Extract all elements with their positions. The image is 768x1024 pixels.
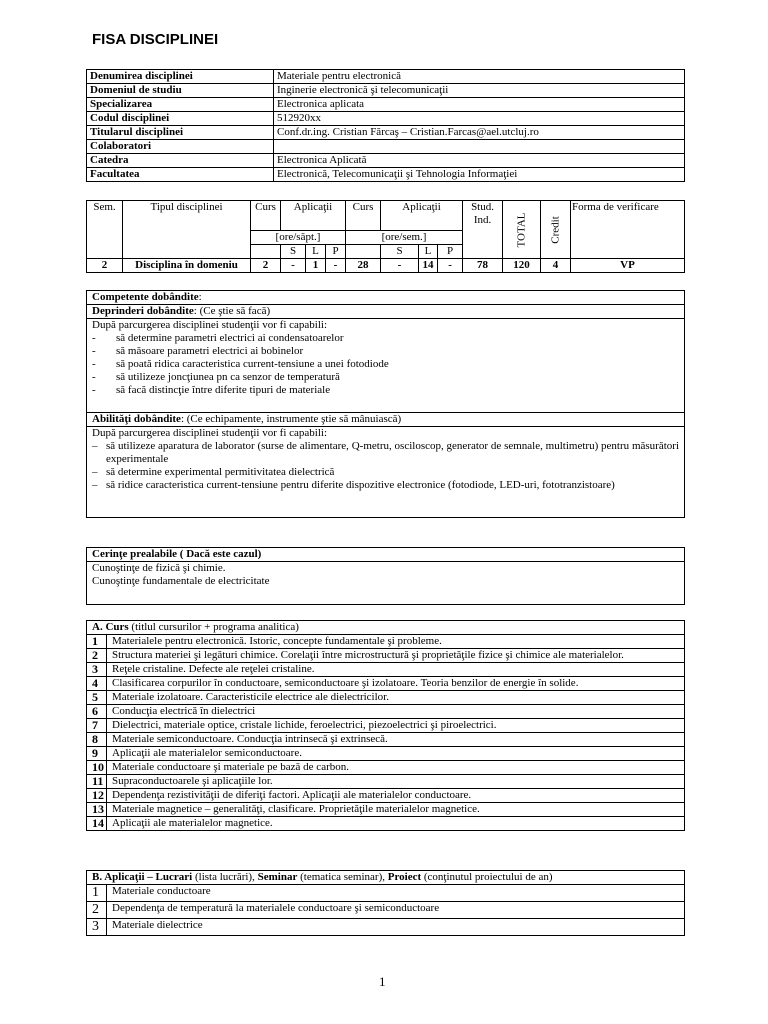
header-total: TOTAL <box>503 201 541 259</box>
row-number: 10 <box>87 761 107 775</box>
header-stud-ind: Stud. Ind. <box>463 201 503 259</box>
row-text: Materiale izolatoare. Caracteristicile electrice ale dielectricilor. <box>107 691 685 705</box>
cerinte-table <box>86 547 685 605</box>
info-row <box>87 126 685 140</box>
info-value: Electronică, Telecomunicaţii şi Tehnologia Informaţiei <box>274 168 685 182</box>
hours-cell: - <box>281 259 306 273</box>
hours-cell: VP <box>571 259 685 273</box>
row-number: 12 <box>87 789 107 803</box>
header-tip: Tipul disciplinei <box>123 201 251 259</box>
header-l: L <box>306 245 326 259</box>
info-value: Conf.dr.ing. Cristian Fărcaş – Cristian.Farcas@ael.utcluj.ro <box>274 126 685 140</box>
row-text: Supraconductoarele şi aplicaţiile lor. <box>107 775 685 789</box>
hours-cell: - <box>438 259 463 273</box>
info-key: Facultatea <box>87 168 274 182</box>
table-row <box>87 705 685 719</box>
row-text: Dependenţa rezistivităţii de diferiţi factori. Aplicaţii ale materialelor conductoare. <box>107 789 685 803</box>
row-number: 8 <box>87 733 107 747</box>
row-text: Materiale conductoare <box>107 885 685 902</box>
table-row <box>87 733 685 747</box>
hours-cell: - <box>381 259 419 273</box>
table-row <box>87 775 685 789</box>
row-number: 6 <box>87 705 107 719</box>
info-row <box>87 154 685 168</box>
list-item: - să poată ridica caracteristica current-tensiune a unei fotodiode <box>92 358 679 371</box>
header-sem: Sem. <box>87 201 123 259</box>
header-curs: Curs <box>251 201 281 231</box>
row-text: Materiale magnetice – generalităţi, clasificare. Proprietăţile materialelor magnetice. <box>107 803 685 817</box>
cerinte-content <box>87 562 685 605</box>
row-text: Clasificarea corpurilor în conductoare, semiconductoare şi izolatoare. Teoria benzilor de energie în solide. <box>107 677 685 691</box>
info-value <box>274 140 685 154</box>
list-item: - să facă distincţie între diferite tipuri de materiale <box>92 384 679 397</box>
header-aplicatii: Aplicaţii <box>281 201 346 231</box>
table-row <box>87 919 685 936</box>
table-row <box>87 747 685 761</box>
table-row <box>87 649 685 663</box>
page-title: FISA DISCIPLINEI <box>92 31 219 48</box>
info-key: Denumirea disciplinei <box>87 70 274 84</box>
hours-cell: 120 <box>503 259 541 273</box>
header-aplicatii2: Aplicaţii <box>381 201 463 231</box>
table-row <box>87 719 685 733</box>
curs-title: A. Curs (titlul cursurilor + programa analitica) <box>87 621 685 635</box>
cerinte-line: Cunoştinţe fundamentale de electricitate <box>92 575 270 587</box>
info-row <box>87 168 685 182</box>
list-item: - să măsoare parametri electrici ai bobinelor <box>92 345 679 358</box>
header-blank <box>251 245 281 259</box>
row-text: Aplicaţii ale materialelor semiconductoare. <box>107 747 685 761</box>
competente-table <box>86 290 685 518</box>
row-text: Materialele pentru electronică. Istoric, concepte fundamentale şi probleme. <box>107 635 685 649</box>
hours-cell: 28 <box>346 259 381 273</box>
cerinte-line: Cunoştinţe de fizică şi chimie. <box>92 562 226 574</box>
cerinte-title: Cerinţe prealabile ( Dacă este cazul) <box>87 548 685 562</box>
row-number: 2 <box>87 902 107 919</box>
abilitati-header: Abilităţi dobândite: (Ce echipamente, instrumente ştie să mânuiască) <box>87 413 685 427</box>
row-text: Reţele cristaline. Defecte ale reţelei cristaline. <box>107 663 685 677</box>
hours-cell: 4 <box>541 259 571 273</box>
row-text: Aplicaţii ale materialelor magnetice. <box>107 817 685 831</box>
table-row <box>87 885 685 902</box>
info-row <box>87 98 685 112</box>
list-item: – să ridice caracteristica current-tensiune pentru diferite dispozitive electronice (fotodiode, LED-uri, fototranzistoare) <box>92 479 679 492</box>
info-key: Titularul disciplinei <box>87 126 274 140</box>
deprinderi-list <box>92 332 679 397</box>
header-forma: Forma de verificare <box>571 201 685 259</box>
table-row <box>87 663 685 677</box>
hours-cell: - <box>326 259 346 273</box>
header-p: P <box>438 245 463 259</box>
table-row <box>87 677 685 691</box>
row-number: 1 <box>87 885 107 902</box>
header-p: P <box>326 245 346 259</box>
row-number: 14 <box>87 817 107 831</box>
info-row <box>87 70 685 84</box>
info-key: Domeniul de studiu <box>87 84 274 98</box>
row-number: 11 <box>87 775 107 789</box>
info-key: Specializarea <box>87 98 274 112</box>
deprinderi-content <box>87 319 685 413</box>
header-s: S <box>381 245 419 259</box>
deprinderi-header: Deprinderi dobândite: (Ce ştie să facă) <box>87 305 685 319</box>
row-number: 7 <box>87 719 107 733</box>
header-blank <box>346 245 381 259</box>
table-row <box>87 789 685 803</box>
deprinderi-intro: După parcurgerea disciplinei studenţii vor fi capabili: <box>92 319 327 331</box>
abilitati-list <box>92 440 679 492</box>
table-row <box>87 817 685 831</box>
header-ore-sem: [ore/sem.] <box>346 231 463 245</box>
header-credit: Credit <box>541 201 571 259</box>
discipline-info-table <box>86 69 685 182</box>
hours-data-row <box>87 259 685 273</box>
row-number: 5 <box>87 691 107 705</box>
hours-cell: 78 <box>463 259 503 273</box>
header-s: S <box>281 245 306 259</box>
aplicatii-title: B. Aplicaţii – Lucrari (lista lucrări), Seminar (tematica seminar), Proiect (conţinutul proiectului de an) <box>87 871 685 885</box>
aplicatii-table <box>86 870 685 936</box>
row-number: 4 <box>87 677 107 691</box>
row-number: 3 <box>87 663 107 677</box>
row-number: 2 <box>87 649 107 663</box>
row-number: 3 <box>87 919 107 936</box>
row-text: Materiale conductoare şi materiale pe bază de carbon. <box>107 761 685 775</box>
info-row <box>87 84 685 98</box>
info-row <box>87 140 685 154</box>
table-row <box>87 902 685 919</box>
row-number: 13 <box>87 803 107 817</box>
info-value: Materiale pentru electronică <box>274 70 685 84</box>
info-value: Inginerie electronică şi telecomunicaţii <box>274 84 685 98</box>
hours-cell: 14 <box>419 259 438 273</box>
list-item: - să utilizeze joncţiunea pn ca senzor de temperatură <box>92 371 679 384</box>
table-row <box>87 761 685 775</box>
info-key: Codul disciplinei <box>87 112 274 126</box>
info-value: Electronica Aplicată <box>274 154 685 168</box>
info-key: Colaboratori <box>87 140 274 154</box>
info-value: 512920xx <box>274 112 685 126</box>
row-number: 9 <box>87 747 107 761</box>
hours-cell: 1 <box>306 259 326 273</box>
info-key: Catedra <box>87 154 274 168</box>
table-row <box>87 803 685 817</box>
row-text: Dependenţa de temperatură la materialele conductoare şi semiconductoare <box>107 902 685 919</box>
page-number: 1 <box>379 974 386 989</box>
header-l: L <box>419 245 438 259</box>
table-row <box>87 691 685 705</box>
info-value: Electronica aplicata <box>274 98 685 112</box>
hours-cell: Disciplina în domeniu <box>123 259 251 273</box>
table-row <box>87 635 685 649</box>
row-text: Dielectrici, materiale optice, cristale lichide, feroelectrici, piezoelectrici şi piroelectrici. <box>107 719 685 733</box>
hours-cell: 2 <box>87 259 123 273</box>
competente-title: Competente dobândite: <box>87 291 685 305</box>
list-item: – să determine experimental permitivitatea dielectrică <box>92 466 679 479</box>
row-text: Conducţia electrică în dielectrici <box>107 705 685 719</box>
abilitati-content <box>87 427 685 518</box>
list-item: - să determine parametri electrici ai condensatoarelor <box>92 332 679 345</box>
hours-table <box>86 200 685 273</box>
row-text: Materiale dielectrice <box>107 919 685 936</box>
row-number: 1 <box>87 635 107 649</box>
header-curs2: Curs <box>346 201 381 231</box>
row-text: Structura materiei şi legături chimice. Corelaţii între microstructură şi proprietăţile fizice şi chimice ale materialelor. <box>107 649 685 663</box>
curs-table <box>86 620 685 831</box>
abilitati-intro: După parcurgerea disciplinei studenţii vor fi capabili: <box>92 427 327 439</box>
hours-cell: 2 <box>251 259 281 273</box>
list-item: – să utilizeze aparatura de laborator (surse de alimentare, Q-metru, osciloscop, generator de semnale, multimetru) pentru măsurători experimentale <box>92 440 679 466</box>
row-text: Materiale semiconductoare. Conducţia intrinsecă şi extrinsecă. <box>107 733 685 747</box>
info-row <box>87 112 685 126</box>
header-ore-sapt: [ore/săpt.] <box>251 231 346 245</box>
